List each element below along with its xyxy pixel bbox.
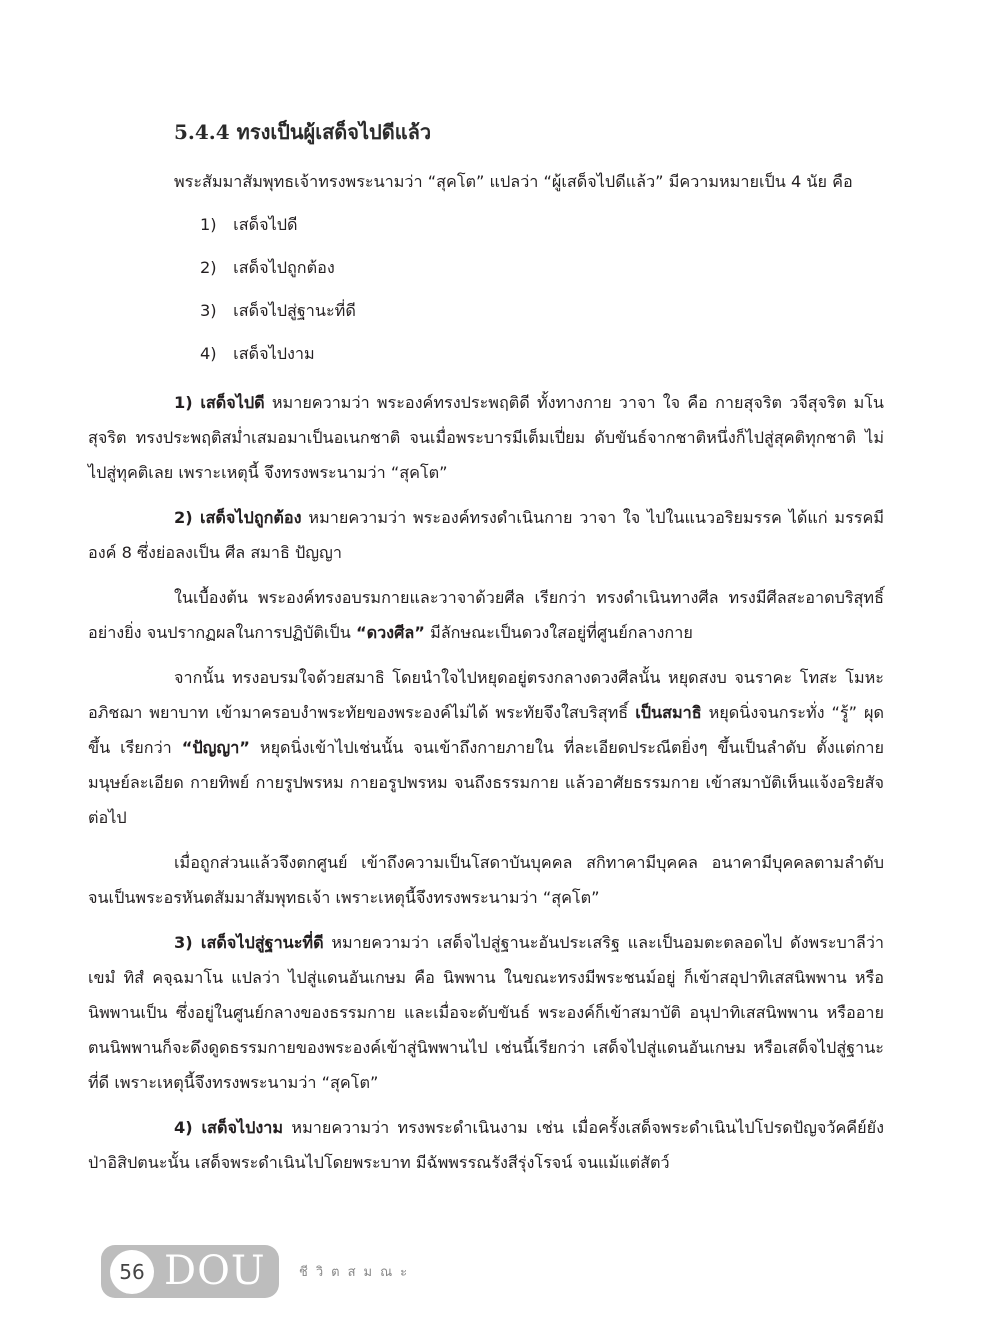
paragraph-text: จากนั้น ทรงอบรมใจด้วยสมาธิ โดยนำใจไปหยุดอยู่ตรงกลางดวงศีลนั้น หยุดสงบ จนราคะ โทสะ โมหะ อภิชฌา พยาบาท เข้ามาครอบงำพระทัยของพระองค์ไม่ได้ พระทัยจึงใสบริสุทธิ์ — [88, 668, 884, 722]
paragraph-text: หยุดนิ่งจนกระทั่ง “รู้” ผุดขึ้น เรียกว่า — [88, 703, 884, 757]
paragraph-meditation — [88, 660, 884, 835]
paragraph-good-state — [88, 925, 884, 1100]
list-item-text: เสด็จไปสู่ฐานะที่ดี — [233, 301, 356, 320]
list-item — [88, 203, 884, 246]
paragraph-goes-well — [88, 385, 884, 490]
intro-paragraph: พระสัมมาสัมพุทธเจ้าทรงพระนามว่า “สุคโต” แปลว่า “ผู้เสด็จไปดีแล้ว” มีความหมายเป็น 4 นัย คือ — [174, 172, 853, 191]
paragraph-text: มีลักษณะเป็นดวงใสอยู่ที่ศูนย์กลางกาย — [424, 623, 693, 642]
page-content — [88, 112, 884, 1180]
page-footer — [101, 1245, 415, 1298]
list-item — [88, 332, 884, 375]
paragraph-lead: 4) เสด็จไปงาม — [174, 1118, 284, 1137]
list-item — [88, 289, 884, 332]
section-heading: 5.4.4 ทรงเป็นผู้เสด็จไปดีแล้ว — [174, 120, 432, 144]
list-item-text: เสด็จไปดี — [233, 215, 298, 234]
page-number: 56 — [110, 1250, 154, 1294]
paragraph-text: ในเบื้องต้น พระองค์ทรงอบรมกายและวาจาด้วยศีล เรียกว่า ทรงดำเนินทางศีล ทรงมีศีลสะอาดบริสุทธิ์อย่างยิ่ง จนปรากฏผลในการปฏิบัติเป็น — [88, 588, 884, 642]
bold-term: เป็นสมาธิ — [635, 703, 702, 722]
list-item — [88, 246, 884, 289]
paragraph-lead: 1) เสด็จไปดี — [174, 393, 265, 412]
dou-logo: DOU — [164, 1248, 266, 1294]
bold-term: “ปัญญา” — [181, 738, 250, 757]
list-item-text: เสด็จไปงาม — [233, 344, 315, 363]
paragraph-text: หมายความว่า พระองค์ทรงประพฤติดี ทั้งทางกาย วาจา ใจ คือ กายสุจริต วจีสุจริต มโนสุจริต ทรงประพฤติสม่ำเสมอมาเป็นอเนกชาติ จนเมื่อพระบารมีเต็มเปี่ยม ดับขันธ์จากชาติหนึ่งก็ไปสู่สุคติทุกชาติ ไม่ไปสู่ทุคติเลย เพราะเหตุนี้ จึงทรงพระนามว่า “สุคโต” — [88, 393, 884, 482]
paragraph-goes-correctly — [88, 500, 884, 570]
paragraph-text: หมายความว่า ทรงพระดำเนินงาม เช่น เมื่อครั้งเสด็จพระดำเนินไปโปรดปัญจวัคคีย์ยังป่าอิสิปตนะนั้น เสด็จพระดำเนินไปโดยพระบาท มีฉัพพรรณรังสีรุ่งโรจน์ จนแม้แต่สัตว์ — [88, 1118, 884, 1172]
list-item-number: 4) — [200, 344, 217, 363]
paragraph-precepts — [88, 580, 884, 650]
list-item-text: เสด็จไปถูกต้อง — [233, 258, 335, 277]
paragraph-text: หมายความว่า เสด็จไปสู่ฐานะอันประเสริฐ และเป็นอมตะตลอดไป ดังพระบาลีว่า เขมํ ทิสํ คจฺฉมาโน แปลว่า ไปสู่แดนอันเกษม คือ นิพพาน ในขณะทรงมีพระชนม์อยู่ ก็เข้าสอุปาทิเสสนิพพาน หรือ นิพพานเป็น ซึ่งอยู่ในศูนย์กลางของธรรมกาย และเมื่อจะดับขันธ์ พระองค์ก็เข้าสมาบัติ อนุปาทิเสสนิพพาน หรืออายตนนิพพานก็จะดึงดูดธรรมกายของพระองค์เข้าสู่นิพพานไป เช่นนี้เรียกว่า เสด็จไปสู่แดนอันเกษม หรือเสด็จไปสู่ฐานะที่ดี เพราะเหตุนี้จึงทรงพระนามว่า “สุคโต” — [88, 933, 884, 1092]
paragraph-attainment: เมื่อถูกส่วนแล้วจึงตกศูนย์ เข้าถึงความเป็นโสดาบันบุคคล สกิทาคามีบุคคล อนาคามีบุคคลตามลำดับ จนเป็นพระอรหันตสัมมาสัมพุทธเจ้า เพราะเหตุนี้จึงทรงพระนามว่า “สุคโต” — [88, 853, 884, 907]
list-item-number: 2) — [200, 258, 217, 277]
book-title: ชีวิตสมณะ — [299, 1265, 416, 1280]
paragraph-text: หยุดนิ่งเข้าไปเช่นนั้น จนเข้าถึงกายภายใน ที่ละเอียดประณีตยิ่งๆ ขึ้นเป็นลำดับ ตั้งแต่กายมนุษย์ละเอียด กายทิพย์ กายรูปพรหม กายอรูปพรหม จนถึงธรรมกาย แล้วอาศัยธรรมกาย เข้าสมาบัติเห็นแจ้งอริยสัจต่อไป — [88, 738, 885, 827]
paragraph-lead: 2) เสด็จไปถูกต้อง — [174, 508, 302, 527]
dou-badge — [101, 1245, 279, 1298]
list-item-number: 1) — [200, 215, 217, 234]
paragraph-goes-beautifully — [88, 1110, 884, 1180]
paragraph-lead: 3) เสด็จไปสู่ฐานะที่ดี — [174, 933, 324, 952]
meaning-list — [88, 203, 884, 375]
paragraph-text: หมายความว่า พระองค์ทรงดำเนินกาย วาจา ใจ ไปในแนวอริยมรรค ได้แก่ มรรคมีองค์ 8 ซึ่งย่อลงเป็น ศีล สมาธิ ปัญญา — [88, 508, 884, 562]
bold-term: “ดวงศีล” — [355, 623, 425, 642]
list-item-number: 3) — [200, 301, 217, 320]
